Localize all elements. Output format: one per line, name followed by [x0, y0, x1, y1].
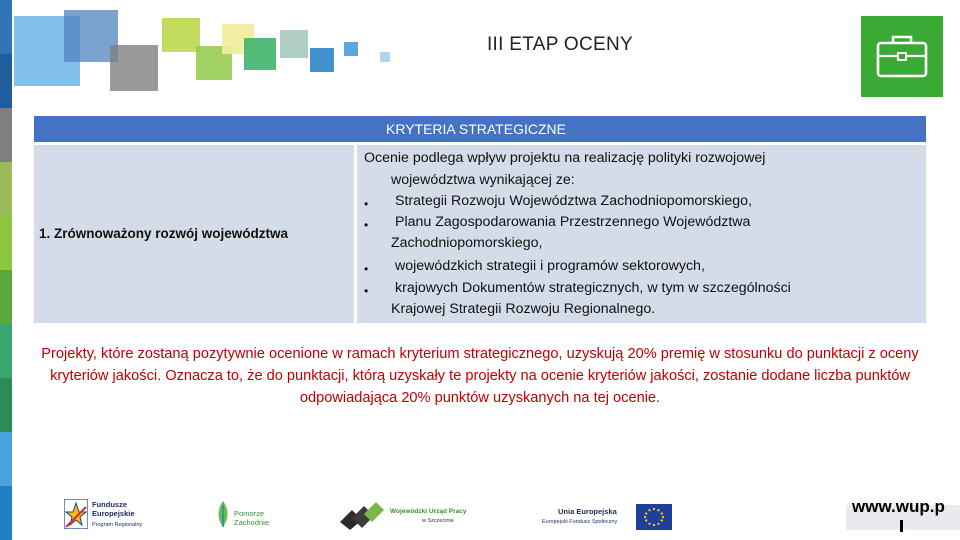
pomorze-zachodnie-logo — [214, 499, 284, 531]
website-url[interactable]: www.wup.p — [852, 497, 945, 516]
description-intro-line1: Ocenie podlega wpływ projektu na realizację polityki rozwojowej — [364, 150, 766, 166]
criterion-name: 1. Zrównoważony rozwój województwa — [39, 226, 289, 241]
bullet-symbol: • — [364, 218, 369, 232]
pomorze-line1: Pomorze — [234, 509, 265, 518]
bonus-note: Projekty, które zostaną pozytywnie ocenione w ramach kryterium strategicznego, uzyskują 20% premię w stosunku do punktacji z oceny kryteriów jakości. Oznacza to, że do punktacji, którą uzyskały te projekty na ocenie kryteriów jakości, zostanie dodane liczba punktów odpowiadająca 20% punktów uzyskanych na tej ocenie. — [41, 346, 919, 406]
unia-europejska-logo — [540, 504, 680, 532]
criterion-name-cell — [34, 145, 354, 323]
table-header — [34, 116, 926, 142]
bullet-item: Planu Zagospodarowania Przestrzennego Województwa — [395, 214, 751, 230]
leaf-icon — [214, 499, 232, 529]
bullet-symbol: • — [364, 197, 369, 211]
bullet-symbol: • — [364, 262, 369, 276]
fe-line3: Program Regionalny — [92, 522, 143, 528]
ue-line1: Unia Europejska — [558, 507, 617, 516]
wup-line1: Wojewódzki Urząd Pracy — [390, 508, 467, 515]
slide-title: III ETAP OCENY — [486, 34, 634, 55]
wup-logo — [338, 500, 488, 532]
bullet-item: Strategii Rozwoju Województwa Zachodniopomorskiego, — [395, 193, 752, 209]
bullet-item: wojewódzkich strategii i programów sektorowych, — [395, 258, 705, 274]
bullet-item-continuation: Zachodniopomorskiego, — [391, 235, 543, 251]
bullet-item: krajowych Dokumentów strategicznych, w tym w szczególności — [395, 280, 791, 296]
description-intro-line2: województwa wynikającej ze: — [391, 172, 575, 188]
fe-star-icon — [64, 499, 88, 529]
left-color-strip — [0, 0, 12, 540]
fe-line1: Fundusze — [92, 500, 127, 509]
wup-building-icon — [338, 500, 386, 530]
wup-line2: w Szczecinie — [422, 518, 454, 524]
bullet-symbol: • — [364, 284, 369, 298]
briefcase-tile — [861, 16, 943, 97]
url-cursor-mark — [900, 520, 903, 532]
eu-flag-icon — [636, 504, 672, 530]
ue-line2: Europejski Fundusz Społeczny — [542, 519, 618, 525]
bullet-item-continuation: Krajowej Strategii Rozwoju Regionalnego. — [391, 301, 656, 317]
pomorze-line2: Zachodnie — [234, 518, 270, 527]
fe-line2: Europejskie — [92, 509, 135, 518]
briefcase-icon — [861, 16, 943, 97]
fundusze-europejskie-logo — [64, 497, 154, 531]
table-header-label: KRYTERIA STRATEGICZNE — [386, 121, 566, 137]
